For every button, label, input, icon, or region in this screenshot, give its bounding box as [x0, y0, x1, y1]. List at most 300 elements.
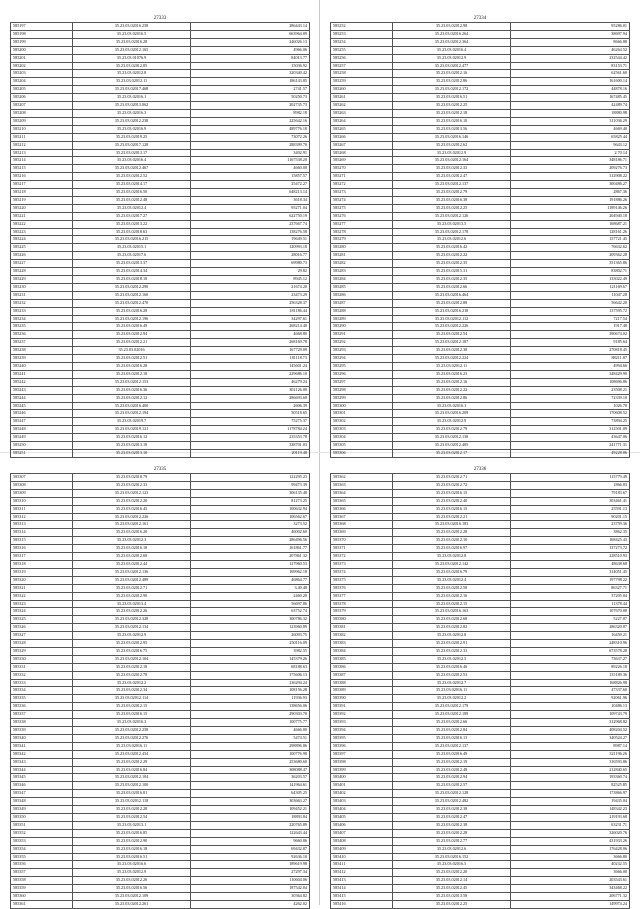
table-row — [331, 861, 630, 869]
row-amount-cell: 25591.13 — [511, 505, 630, 513]
row-id-cell: 35.23.03.02016.3 — [72, 109, 191, 117]
row-id-cell: 35.23.03.02012.224 — [392, 355, 511, 363]
row-amount-cell: 1178784.24 — [191, 426, 310, 434]
row-amount-cell: 1167538.20 — [191, 157, 310, 165]
row-id-cell: 35.23.03.02012.72 — [392, 481, 511, 489]
row-code-cell: 585273 — [331, 189, 393, 197]
row-amount-cell: 11047.28 — [511, 291, 630, 299]
panel-title: 27333 — [153, 16, 167, 21]
row-code-cell: 585228 — [11, 268, 73, 276]
row-id-cell: 35.23.03.02016.28 — [72, 307, 191, 315]
row-code-cell: 585209 — [11, 117, 73, 125]
row-code-cell: 585408 — [331, 837, 393, 845]
row-amount-cell: 3666.00 — [511, 869, 630, 877]
row-id-cell: 35.23.03.02016.50 — [72, 189, 191, 197]
row-amount-cell: 663964.09 — [191, 30, 310, 38]
table-row — [11, 196, 310, 204]
row-code-cell: 585272 — [331, 181, 393, 189]
table-row — [331, 434, 630, 442]
table-row — [331, 347, 630, 355]
row-code-cell: 585366 — [331, 505, 393, 513]
table-row — [11, 54, 310, 62]
table-row — [11, 750, 310, 758]
row-id-cell: 35.23.03.02012.194 — [72, 410, 191, 418]
row-code-cell: 585281 — [331, 252, 393, 260]
row-code-cell: 585216 — [11, 173, 73, 181]
row-code-cell: 585393 — [331, 719, 393, 727]
table-row — [331, 560, 630, 568]
table-row — [331, 442, 630, 450]
table-row — [331, 362, 630, 370]
row-id-cell: 35.23.03.02016.46 — [392, 663, 511, 671]
row-id-cell: 35.23.03.02012.16 — [392, 378, 511, 386]
row-amount-cell: 3402.91 — [191, 149, 310, 157]
row-id-cell: 35.23.03.02016.4 — [392, 46, 511, 54]
row-code-cell: 585261 — [331, 94, 393, 102]
row-amount-cell: 2741.57 — [191, 86, 310, 94]
row-code-cell: 585407 — [331, 829, 393, 837]
row-amount-cell: 148342.23 — [511, 806, 630, 814]
row-amount-cell: 50250.73 — [191, 94, 310, 102]
row-amount-cell: 69432.87 — [191, 845, 310, 853]
table-row — [11, 616, 310, 624]
row-amount-cell: 209276.73 — [511, 165, 630, 173]
row-code-cell: 585249 — [11, 434, 73, 442]
table-row — [11, 734, 310, 742]
table-row — [331, 821, 630, 829]
row-amount-cell: 622750.19 — [191, 212, 310, 220]
row-id-cell: 35.23.03.01076.9 — [72, 54, 191, 62]
row-amount-cell: 306135.48 — [191, 489, 310, 497]
row-id-cell: 35.23.03.02012.79 — [392, 189, 511, 197]
row-code-cell: 585242 — [11, 378, 73, 386]
row-id-cell: 35.23.03.02012.17 — [392, 449, 511, 457]
row-id-cell: 35.23.03.02017.27 — [72, 212, 191, 220]
row-amount-cell: 236294.24 — [191, 679, 310, 687]
row-amount-cell: 56697.86 — [191, 600, 310, 608]
row-id-cell: 35.23.03.02019.7 — [72, 418, 191, 426]
table-row — [331, 244, 630, 252]
table-row — [11, 663, 310, 671]
table-row — [331, 790, 630, 798]
table-row — [331, 853, 630, 861]
row-id-cell: 35.23.03.02012.94 — [72, 331, 191, 339]
table-row — [331, 798, 630, 806]
row-amount-cell: 5227.07 — [511, 616, 630, 624]
row-code-cell: 585410 — [331, 853, 393, 861]
row-id-cell: 35.23.03.02012.454 — [72, 750, 191, 758]
table-row — [331, 426, 630, 434]
row-code-cell: 585241 — [11, 370, 73, 378]
row-code-cell: 585341 — [11, 742, 73, 750]
table-row — [331, 78, 630, 86]
table-row — [11, 900, 310, 908]
row-code-cell: 585259 — [331, 78, 393, 86]
row-id-cell: 35.23.03.02012.94 — [392, 774, 511, 782]
row-amount-cell: 286443.14 — [191, 23, 310, 31]
row-code-cell: 585252 — [331, 23, 393, 31]
table-row — [331, 283, 630, 291]
table-row — [11, 703, 310, 711]
row-code-cell: 585313 — [11, 521, 73, 529]
table-row — [331, 62, 630, 70]
table-row — [11, 474, 310, 482]
row-id-cell: 35.23.03.02012.137 — [392, 181, 511, 189]
row-code-cell: 585262 — [331, 102, 393, 110]
table-row — [331, 774, 630, 782]
row-amount-cell: 4669.40 — [511, 125, 630, 133]
row-id-cell: 35.23.03.02012.6 — [392, 236, 511, 244]
table-row — [331, 845, 630, 853]
row-code-cell: 585316 — [11, 545, 73, 553]
row-id-cell: 35.23.03.02016.81 — [72, 790, 191, 798]
row-code-cell: 585320 — [11, 576, 73, 584]
row-amount-cell: 21674.20 — [191, 283, 310, 291]
row-code-cell: 585377 — [331, 592, 393, 600]
row-amount-cell: 73894.25 — [511, 418, 630, 426]
row-code-cell: 585382 — [331, 632, 393, 640]
row-id-cell: 35.23.03.02012.467 — [72, 165, 191, 173]
row-amount-cell: 135189.36 — [511, 671, 630, 679]
table-row — [331, 632, 630, 640]
row-amount-cell: 340524.27 — [511, 734, 630, 742]
row-amount-cell: 122295.23 — [191, 474, 310, 482]
row-id-cell: 35.23.03.02012.98 — [392, 23, 511, 31]
panel-title: 27335 — [153, 467, 167, 472]
table-row — [331, 189, 630, 197]
row-amount-cell: 268214.40 — [191, 323, 310, 331]
table-row — [331, 30, 630, 38]
row-id-cell: 35.23.03.02012.12 — [72, 394, 191, 402]
table-row — [331, 102, 630, 110]
row-amount-cell: 29.82 — [191, 268, 310, 276]
table-row — [331, 370, 630, 378]
row-id-cell: 35.23.03.02012.100 — [72, 782, 191, 790]
row-code-cell: 585224 — [11, 236, 73, 244]
row-code-cell: 585308 — [11, 481, 73, 489]
table-row — [11, 299, 310, 307]
table-row — [331, 481, 630, 489]
row-id-cell: 35.23.03.02016.10 — [392, 117, 511, 125]
row-id-cell: 35.23.03.02012.22 — [392, 252, 511, 260]
row-code-cell: 585346 — [11, 782, 73, 790]
row-id-cell: 35.23.03.02016.28 — [72, 362, 191, 370]
row-amount-cell: 187542.04 — [191, 885, 310, 893]
row-amount-cell: 3273.52 — [191, 521, 310, 529]
row-code-cell: 585400 — [331, 774, 393, 782]
table-row — [11, 125, 310, 133]
row-code-cell: 585285 — [331, 283, 393, 291]
row-code-cell: 585370 — [331, 537, 393, 545]
row-id-cell: 35.23.03.02012.90 — [72, 837, 191, 845]
row-id-cell: 35.23.03.02019.121 — [72, 426, 191, 434]
row-amount-cell: 229686.10 — [191, 370, 310, 378]
row-id-cell: 35.23.03.02012.14 — [392, 877, 511, 885]
row-id-cell: 35.23.03.02012.33 — [392, 165, 511, 173]
table-row — [11, 394, 310, 402]
row-id-cell: 35.23.03.02012.18 — [72, 663, 191, 671]
row-code-cell: 585368 — [331, 521, 393, 529]
row-id-cell: 35.23.03.02016.42 — [392, 244, 511, 252]
table-row — [331, 212, 630, 220]
row-code-cell: 585307 — [11, 474, 73, 482]
row-amount-cell: 145379.26 — [191, 655, 310, 663]
row-code-cell: 585294 — [331, 355, 393, 363]
row-code-cell: 585414 — [331, 885, 393, 893]
row-amount-cell: 127960.53 — [191, 560, 310, 568]
table-row — [11, 204, 310, 212]
row-code-cell: 585315 — [11, 537, 73, 545]
table-row — [331, 307, 630, 315]
row-id-cell: 35.23.03.02018.63 — [72, 228, 191, 236]
row-amount-cell: 1189146.26 — [511, 204, 630, 212]
table-row — [11, 640, 310, 648]
row-id-cell: 35.23.03.02012.142 — [392, 560, 511, 568]
row-code-cell: 585319 — [11, 568, 73, 576]
row-id-cell: 35.23.03.02012.86 — [392, 78, 511, 86]
row-amount-cell: 302126.00 — [191, 386, 310, 394]
row-amount-cell: 100776.98 — [191, 750, 310, 758]
table-row — [331, 663, 630, 671]
row-id-cell: 35.23.03.02013.5 — [392, 220, 511, 228]
panel-title: 27336 — [473, 467, 487, 472]
row-amount-cell: 64305.25 — [191, 790, 310, 798]
row-id-cell: 35.23.03.02012.66 — [392, 719, 511, 727]
row-amount-cell: 81273.25 — [191, 497, 310, 505]
row-amount-cell: 648213.14 — [191, 189, 310, 197]
row-id-cell: 35.23.03.02017.128 — [72, 141, 191, 149]
row-id-cell: 35.23.03.02012.47 — [392, 173, 511, 181]
table-row — [11, 893, 310, 901]
row-id-cell: 35.23.03.02016.11 — [72, 742, 191, 750]
table-row — [11, 276, 310, 284]
row-id-cell: 35.23.03.02016.183 — [392, 521, 511, 529]
table-row — [331, 829, 630, 837]
row-amount-cell: 161861.77 — [191, 545, 310, 553]
row-id-cell: 35.23.03.02012.482 — [392, 798, 511, 806]
row-id-cell: 35.23.03.02017.6 — [72, 252, 191, 260]
row-code-cell: 585416 — [331, 900, 393, 908]
table-row — [11, 283, 310, 291]
row-amount-cell: 161600.14 — [511, 78, 630, 86]
row-code-cell: 585220 — [11, 204, 73, 212]
row-amount-cell: 46279.24 — [191, 378, 310, 386]
row-id-cell: 35.23.03.02012.189 — [392, 711, 511, 719]
row-code-cell: 585337 — [11, 711, 73, 719]
row-amount-cell: 1026.70 — [511, 402, 630, 410]
row-code-cell: 585225 — [11, 244, 73, 252]
table-row — [11, 46, 310, 54]
row-amount-cell: 4262.02 — [191, 900, 310, 908]
row-id-cell: 35.23.03.02012.364 — [392, 38, 511, 46]
row-amount-cell: 290303.70 — [191, 711, 310, 719]
row-code-cell: 585369 — [331, 529, 393, 537]
table-row — [11, 806, 310, 814]
row-code-cell: 585243 — [11, 386, 73, 394]
row-code-cell: 585398 — [331, 758, 393, 766]
row-id-cell: 35.23.03.02012.88 — [392, 299, 511, 307]
row-amount-cell: 348186.71 — [511, 157, 630, 165]
table-row — [11, 268, 310, 276]
table-row — [331, 640, 630, 648]
table-row — [331, 220, 630, 228]
row-code-cell: 585260 — [331, 86, 393, 94]
table-row — [11, 212, 310, 220]
row-id-cell: 35.23.03.02012.138 — [392, 434, 511, 442]
table-row — [331, 719, 630, 727]
row-id-cell: 35.23.03.02016.9 — [72, 125, 191, 133]
row-id-cell: 35.23.03.02016.1 — [392, 402, 511, 410]
table-row — [11, 434, 310, 442]
row-code-cell: 585396 — [331, 742, 393, 750]
ledger-table — [330, 22, 630, 458]
table-row — [11, 624, 310, 632]
table-row — [331, 869, 630, 877]
table-row — [331, 268, 630, 276]
row-id-cell: 35.23.03.02012.51 — [72, 355, 191, 363]
row-amount-cell: 212840.65 — [511, 766, 630, 774]
row-id-cell: 35.23.03.02016.218 — [392, 307, 511, 315]
row-code-cell: 585411 — [331, 861, 393, 869]
row-id-cell: 35.23.03.02016.23 — [392, 370, 511, 378]
row-code-cell: 585352 — [11, 829, 73, 837]
table-row — [331, 687, 630, 695]
row-amount-cell: 176428.06 — [511, 845, 630, 853]
row-code-cell: 585340 — [11, 734, 73, 742]
table-row — [11, 600, 310, 608]
row-amount-cell: 122643.44 — [191, 829, 310, 837]
row-amount-cell: 4966.06 — [191, 46, 310, 54]
table-row — [11, 252, 310, 260]
table-row — [331, 655, 630, 663]
row-id-cell: 35.23.03.02012.58 — [392, 584, 511, 592]
row-amount-cell: 288399.70 — [191, 141, 310, 149]
table-row — [331, 813, 630, 821]
table-row — [11, 687, 310, 695]
table-row — [331, 165, 630, 173]
row-amount-cell: 128161.26 — [511, 228, 630, 236]
row-code-cell: 585234 — [11, 315, 73, 323]
row-id-cell: 35.23.03.02012.2 — [392, 695, 511, 703]
row-amount-cell: 23473.29 — [191, 291, 310, 299]
row-amount-cell: 250116.09 — [191, 640, 310, 648]
row-id-cell: 35.23.03.02012.86 — [392, 394, 511, 402]
row-code-cell: 585267 — [331, 141, 393, 149]
table-row — [11, 560, 310, 568]
table-row — [331, 276, 630, 284]
table-row — [11, 553, 310, 561]
row-amount-cell: 92061.96 — [511, 695, 630, 703]
row-id-cell: 35.23.03.02016.85 — [72, 829, 191, 837]
table-row — [11, 813, 310, 821]
row-code-cell: 585395 — [331, 734, 393, 742]
table-row — [331, 173, 630, 181]
table-row — [11, 576, 310, 584]
row-code-cell: 585251 — [11, 449, 73, 457]
row-id-cell: 35.23.03.02016.49 — [392, 750, 511, 758]
row-code-cell: 585348 — [11, 798, 73, 806]
row-code-cell: 585364 — [331, 489, 393, 497]
table-row — [11, 260, 310, 268]
table-row — [331, 806, 630, 814]
table-row — [331, 181, 630, 189]
row-amount-cell: 108156.28 — [191, 687, 310, 695]
ledger-panel-1 — [10, 15, 310, 458]
row-id-cell: 35.23.03.02012.48 — [392, 766, 511, 774]
row-amount-cell: 100775.77 — [191, 719, 310, 727]
row-id-cell: 35.23.03.02012.196 — [72, 315, 191, 323]
row-amount-cell: 8945.12 — [191, 276, 310, 284]
row-code-cell: 585258 — [331, 70, 393, 78]
row-amount-cell: 169962.18 — [191, 568, 310, 576]
row-id-cell: 35.23.03.02012.26 — [72, 608, 191, 616]
row-id-cell: 35.23.03.02012.109 — [72, 893, 191, 901]
table-row — [331, 600, 630, 608]
table-row — [11, 505, 310, 513]
row-amount-cell: 343468.22 — [511, 885, 630, 893]
row-code-cell: 585387 — [331, 671, 393, 679]
table-row — [331, 299, 630, 307]
row-amount-cell: 63231.71 — [511, 821, 630, 829]
panel-title: 27334 — [473, 16, 487, 21]
table-row — [331, 766, 630, 774]
row-id-cell: 35.23.03.02012.11 — [392, 362, 511, 370]
row-amount-cell: 115779.49 — [511, 474, 630, 482]
row-amount-cell: 167485.45 — [511, 94, 630, 102]
row-code-cell: 585356 — [11, 861, 73, 869]
row-code-cell: 585345 — [11, 774, 73, 782]
row-amount-cell: 44878.16 — [511, 86, 630, 94]
table-row — [11, 774, 310, 782]
row-amount-cell: 286320.07 — [511, 624, 630, 632]
row-id-cell: 35.23.03.02012.489 — [72, 576, 191, 584]
table-row — [11, 584, 310, 592]
row-amount-cell: 3982.55 — [191, 647, 310, 655]
row-code-cell: 585286 — [331, 291, 393, 299]
row-amount-cell: 107670.08 — [511, 608, 630, 616]
row-id-cell: 35.23.03.02012.11 — [72, 78, 191, 86]
row-amount-cell: 145601.24 — [191, 362, 310, 370]
row-id-cell: 35.23.03.02015.31 — [392, 268, 511, 276]
row-amount-cell: 133022.49 — [511, 276, 630, 284]
row-amount-cell: 1866.83 — [511, 481, 630, 489]
row-amount-cell: 19435.04 — [511, 798, 630, 806]
row-code-cell: 585389 — [331, 687, 393, 695]
row-code-cell: 585380 — [331, 616, 393, 624]
row-code-cell: 585219 — [11, 196, 73, 204]
row-amount-cell: 36203.57 — [191, 774, 310, 782]
table-row — [11, 70, 310, 78]
row-code-cell: 585269 — [331, 157, 393, 165]
row-id-cell: 35.23.03.02012.28 — [72, 806, 191, 814]
table-row — [11, 141, 310, 149]
row-amount-cell: 84013.77 — [191, 54, 310, 62]
row-amount-cell: 28016.77 — [191, 252, 310, 260]
table-row — [331, 608, 630, 616]
row-id-cell: 35.23.03.02012.165 — [72, 46, 191, 54]
row-code-cell: 585397 — [331, 750, 393, 758]
row-id-cell: 35.23.03.02013.58 — [392, 893, 511, 901]
row-id-cell: 35.23.03.02012.405 — [392, 442, 511, 450]
row-amount-cell: 34297.61 — [191, 315, 310, 323]
table-row — [11, 513, 310, 521]
row-code-cell: 585200 — [11, 46, 73, 54]
row-id-cell: 35.23.03.02016.51 — [392, 94, 511, 102]
ledger-table — [10, 22, 310, 458]
row-id-cell: 35.23.03.02012.128 — [392, 790, 511, 798]
row-amount-cell: 15857.57 — [191, 173, 310, 181]
table-row — [11, 537, 310, 545]
